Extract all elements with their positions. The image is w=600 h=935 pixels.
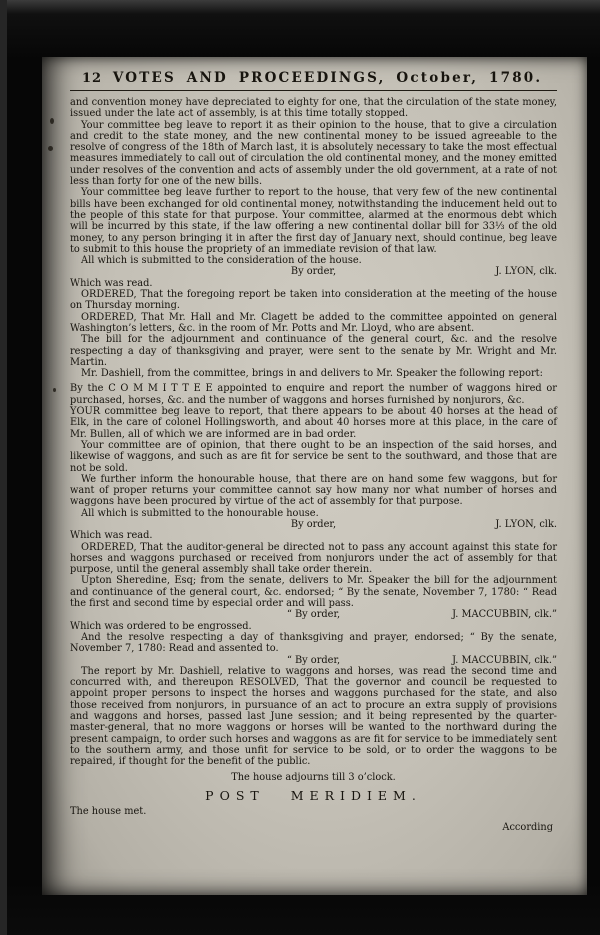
page-body — [70, 97, 557, 834]
ordered-paragraph: ORDERED, That the auditor-general be directed not to pass any account against this state for horses and waggons purchased or received from nonjurors under the act of assembly for that purpose, until the general assembly shall take order therein. — [70, 541, 557, 576]
paragraph: All which is submitted to the consideration of the house. — [81, 255, 362, 267]
paragraph: Your committee beg leave further to report to the house, that very few of the new continental bills have been exchanged for old continental money, notwithstanding the inducement held out to the people of this state for that purpose. Your committee, alarmed at the enormous debt which will be incurred by this state, if the law offering a new continental dollar bill for 33⅓ of the old money, to any person bringing it in after the first day of January next, should continue, beg leave to submit to this house the propriety of an immediate revision of that law. — [70, 187, 557, 255]
by-order-line — [70, 266, 557, 277]
scan-speck — [50, 118, 54, 124]
by-order-label: “ By order, — [286, 609, 341, 621]
paragraph: Which was read. — [70, 530, 153, 542]
paragraph: Mr. Dashiell, from the committee, brings in and delivers to Mr. Speaker the following report: — [81, 368, 543, 380]
paragraph-continuation: and convention money have depreciated to eighty for one, that the circulation of the state money, issued under the late act of assembly, is at this time totally stopped. — [70, 97, 557, 120]
header-rule — [70, 90, 557, 91]
paragraph: Which was ordered to be engrossed. — [70, 620, 252, 632]
committee-report-heading: By the C O M M I T T E E appointed to enquire and report the number of waggons hired or purchased, horses, &c. and the number of waggons and horses furnished by nonjurors, &c. — [70, 383, 557, 406]
post-meridiem-heading: POST MERIDIEM. — [205, 787, 422, 803]
page-number: 12 — [82, 71, 103, 86]
adjournment-line: The house adjourns till 3 o’clock. — [231, 771, 396, 783]
paragraph: The bill for the adjournment and continuance of the general court, &c. and the resolve respecting a day of thanksgiving and prayer, were sent to the senate by Mr. Wright and Mr. Martin. — [70, 334, 557, 368]
paragraph: Your committee are of opinion, that there ought to be an inspection of the said horses, and likewise of waggons, and such as are fit for service be sent to the southward, and those that are not be sold. — [70, 439, 557, 474]
header-title: VOTES AND PROCEEDINGS, October, 1780. — [112, 70, 543, 86]
ordered-paragraph: ORDERED, That Mr. Hall and Mr. Clagett be added to the committee appointed on general Washington’s letters, &c. in the room of Mr. Potts and Mr. Lloyd, who are absent. — [70, 311, 557, 334]
paragraph: Your committee beg leave to report it as their opinion to the house, that to give a circulation and credit to the state money, and the new continental money to be issued agreeable to the resolve of congress of the 18th of March last, it is absolutely necessary to take the most effectual measures immediately to call out of circulation the old continental money, and the money emitted under resolves of the convention and acts of assembly under the old government, at a rate of not less than forty for one of the new bills. — [70, 119, 557, 188]
clerk-signature: J. MACCUBBIN, clk.” — [452, 609, 557, 621]
paragraph: YOUR committee beg leave to report, that there appears to be about 40 horses at the head of Elk, in the care of colonel Hollingsworth, and about 40 horses more at this place, in the care of Mr. Bullen, all of which we are informed are in bad order. — [70, 406, 557, 440]
clerk-signature: J. LYON, clk. — [495, 518, 557, 530]
by-order-label: By order, — [290, 518, 337, 530]
scan-speck — [48, 146, 53, 151]
ordered-paragraph: ORDERED, That the foregoing report be taken into consideration at the meeting of the house on Thursday morning. — [70, 289, 557, 312]
clerk-signature: J. LYON, clk. — [495, 266, 557, 278]
scan-speck — [53, 388, 56, 392]
by-order-line — [70, 655, 557, 666]
by-order-label: “ By order, — [286, 654, 341, 666]
clerk-signature: J. MACCUBBIN, clk.” — [452, 654, 557, 666]
resolved-paragraph: The report by Mr. Dashiell, relative to waggons and horses, was read the second time and concurred with, and thereupon RESOLVED, That the governor and council be requested to appoint proper persons to inspect the horses and waggons purchased for the state, and also those received from nonjurors, in pursuance of an act to procure an extra supply of provisions and waggons and horses, passed last June session; and it being represented by the quarter-master-general, that no more waggons or horses will be wanted to the northward during the present campaign, to order such horses and waggons as are fit for service to be immediately sent to the southern army, and those unfit for service to be sold, or to order the waggons to be repaired, if thought for the benefit of the public. — [70, 665, 557, 768]
paragraph: We further inform the honourable house, that there are on hand some few waggons, but for want of proper returns your committee cannot say how many nor what number of horses and waggons have been procured by virtue of the act of assembly for that purpose. — [70, 473, 557, 508]
by-order-line — [70, 519, 557, 530]
by-order-line — [70, 609, 557, 620]
catchword: According — [502, 822, 553, 834]
by-order-label: By order, — [290, 266, 337, 278]
paragraph: The house met. — [70, 806, 147, 818]
page-header — [70, 70, 557, 86]
paragraph: All which is submitted to the honourable house. — [81, 507, 319, 519]
scan-edge-strip — [0, 0, 7, 935]
paragraph: Which was read. — [70, 277, 153, 289]
document-page — [42, 57, 587, 895]
paragraph: Upton Sheredine, Esq; from the senate, delivers to Mr. Speaker the bill for the adjournment and continuance of the general court, &c. endorsed; “ By the senate, November 7, 1780: “ Read the first and second time by especial order and will pass. — [70, 575, 557, 610]
paragraph: And the resolve respecting a day of thanksgiving and prayer, endorsed; “ By the senate, November 7, 1780: Read and assented to. — [70, 631, 557, 655]
